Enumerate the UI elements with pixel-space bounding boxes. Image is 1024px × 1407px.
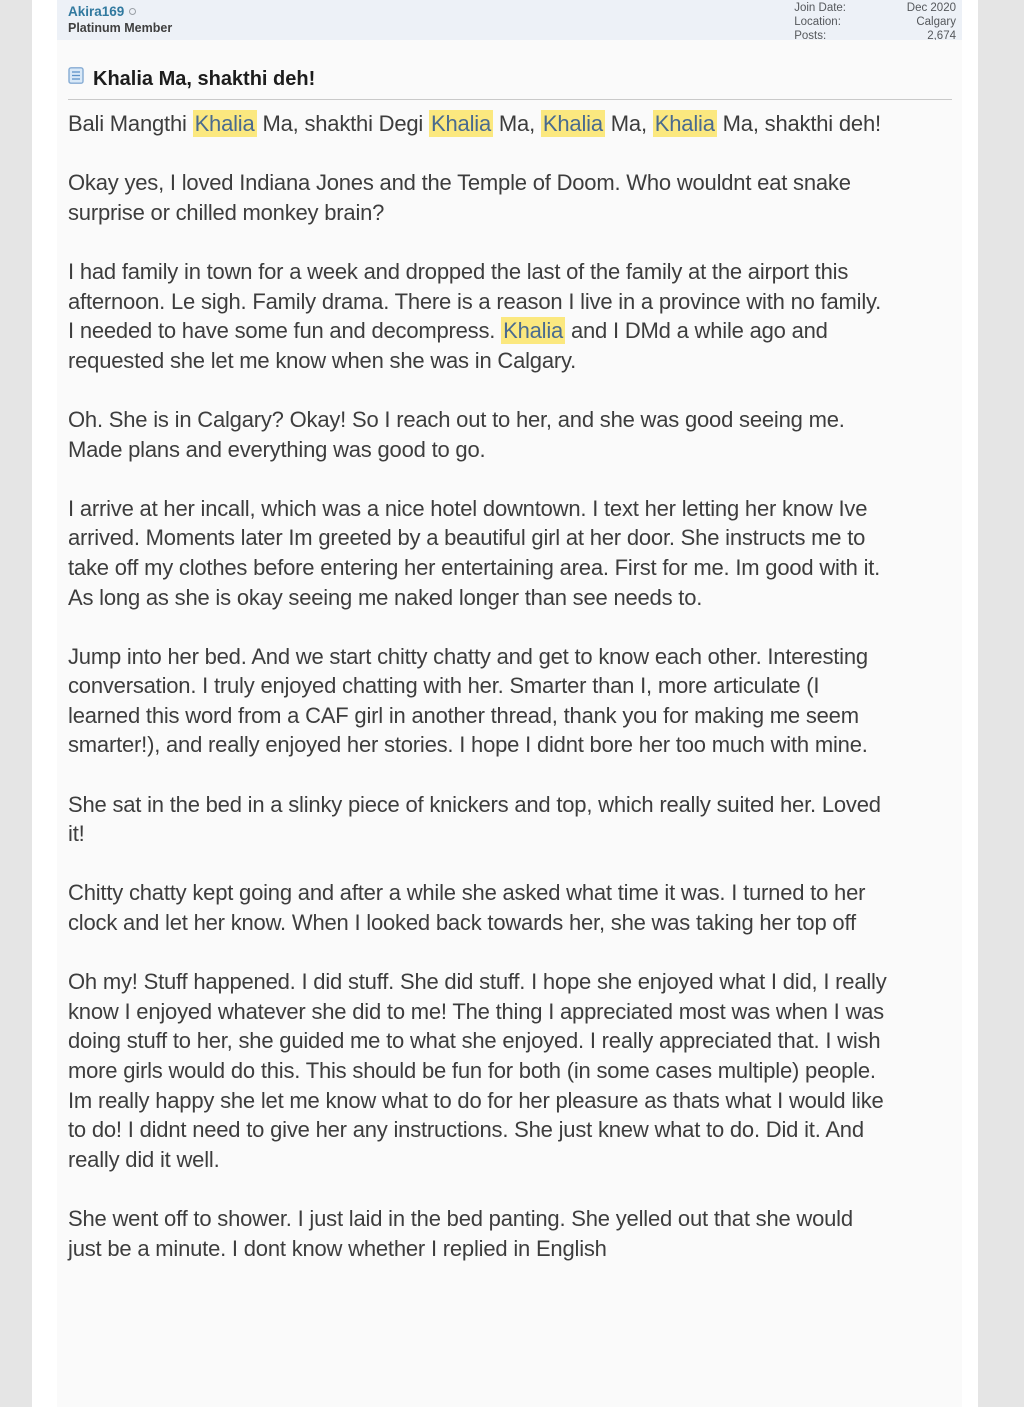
post-paragraph bbox=[68, 642, 890, 760]
meta-value: Calgary bbox=[916, 15, 956, 28]
post-paragraph bbox=[68, 878, 890, 937]
paragraph-text: Jump into her bed. And we start chitty chatty and get to know each other. Interesting conversation. I truly enjoyed chatting with her. Smarter than I, more articulate (I learned this word from a CAF girl in another thread, thank you for making me seem smarter!), and really enjoyed her stories. I hope I didnt bore her too much with mine. bbox=[68, 643, 868, 758]
post-paragraph bbox=[68, 967, 890, 1174]
user-title: Platinum Member bbox=[68, 21, 173, 35]
post-paragraphs bbox=[68, 109, 890, 1263]
meta-label: Posts: bbox=[794, 29, 827, 40]
paragraph-text: Ma, bbox=[493, 111, 541, 136]
search-highlight: Khalia bbox=[503, 318, 564, 344]
paragraph-text: Ma, bbox=[604, 111, 653, 136]
paragraph-text: She sat in the bed in a slinky piece of knickers and top, which really suited her. Loved it! bbox=[68, 791, 881, 847]
post-title: Khalia Ma, shakthi deh! bbox=[93, 68, 316, 90]
post-header-bar bbox=[57, 0, 962, 40]
meta-label: Join Date: bbox=[794, 2, 846, 14]
search-highlight: Khalia bbox=[194, 111, 255, 136]
paragraph-text: She went off to shower. I just laid in the bed panting. She yelled out that she would just be a minute. I dont know whether I replied in English bbox=[68, 1205, 853, 1261]
post-paragraph bbox=[68, 257, 890, 375]
online-status-icon bbox=[129, 8, 136, 15]
paragraph-text: and I DMd a while ago and requested she let me know when she was in Calgary. bbox=[68, 318, 828, 373]
paragraph-text: Oh my! Stuff happened. I did stuff. She did stuff. I hope she enjoyed what I did, I really know I enjoyed whatever she did to me! The thing I appreciated most was when I was doing stuff to her, she guided me to what she enjoyed. I really appreciated that. I wish more girls would do this. This should be fun for both (in some cases multiple) people. Im really happy she let me know what to do for her pleasure as thats what I would like to do! I didnt need to give her any instructions. She just knew what to do. Did it. And really did it well. bbox=[68, 969, 887, 1172]
paragraph-text: Ma, shakthi deh! bbox=[716, 111, 881, 136]
paragraph-text: Oh. She is in Calgary? Okay! So I reach out to her, and she was good seeing me. Made plans and everything was good to go. bbox=[68, 406, 845, 462]
author-block bbox=[68, 3, 172, 40]
post-paragraph bbox=[68, 168, 890, 227]
search-highlight: Khalia bbox=[431, 111, 491, 136]
post-container bbox=[32, 0, 978, 1407]
meta-value: 2,674 bbox=[927, 29, 956, 40]
paragraph-text: Bali Mangthi bbox=[68, 111, 193, 136]
post-paragraph bbox=[68, 109, 890, 139]
post-paragraph bbox=[68, 405, 890, 464]
paragraph-text: I had family in town for a week and dropped the last of the family at the airport this afternoon. Le sigh. Family drama. There is a reason I live in a province with no family. I needed to have some fun and decompress. bbox=[68, 258, 882, 344]
paragraph-text: I arrive at her incall, which was a nice hotel downtown. I text her letting her know Ive arrived. Moments later Im greeted by a beautiful girl at her door. She instructs me to take off my clothes before entering her entertaining area. First for me. Im good with it. As long as she is okay seeing me naked longer than see needs to. bbox=[68, 495, 881, 610]
post-body bbox=[57, 40, 962, 1407]
search-highlight: Khalia bbox=[654, 111, 715, 136]
username-link[interactable]: Akira169 bbox=[68, 4, 125, 19]
paragraph-text: Okay yes, I loved Indiana Jones and the Temple of Doom. Who wouldnt eat snake surprise or chilled monkey brain? bbox=[68, 170, 851, 225]
search-highlight: Khalia bbox=[542, 111, 603, 136]
paragraph-text: Ma, shakthi Degi bbox=[256, 111, 430, 136]
title-divider bbox=[68, 99, 952, 100]
post-paragraph bbox=[68, 1204, 890, 1263]
post-meta bbox=[794, 2, 958, 40]
post-paragraph bbox=[68, 790, 890, 849]
meta-value: Dec 2020 bbox=[906, 2, 956, 14]
post-paragraph bbox=[68, 494, 890, 612]
post-title-row bbox=[68, 66, 952, 92]
paragraph-text: Chitty chatty kept going and after a while she asked what time it was. I turned to her clock and let her know. When I looked back towards her, she was taking her top off bbox=[68, 880, 866, 936]
document-icon bbox=[68, 67, 84, 92]
meta-label: Location: bbox=[794, 15, 841, 28]
